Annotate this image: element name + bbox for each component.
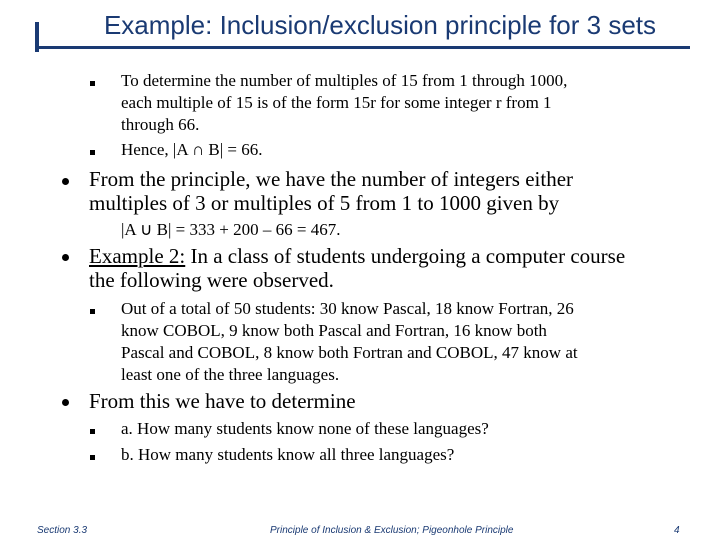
point-2-line-1-rest: In a class of students undergoing a computer course bbox=[185, 244, 626, 268]
sub-item-3-line-3: Pascal and COBOL, 8 know both Fortran and COBOL, 47 know at bbox=[121, 343, 578, 362]
square-bullet-icon bbox=[90, 429, 95, 434]
square-bullet-icon bbox=[90, 81, 95, 86]
footer-title: Principle of Inclusion & Exclusion; Pigeonhole Principle bbox=[270, 525, 514, 536]
point-1 bbox=[89, 167, 573, 215]
example-label: Example 2: bbox=[89, 244, 186, 268]
footer-section: Section 3.3 bbox=[37, 525, 88, 536]
formula: |A ∪ B| = 333 + 200 – 66 = 467. bbox=[121, 220, 341, 239]
point-2-line-2: the following were observed. bbox=[89, 268, 334, 292]
sub-item-3-line-2: know COBOL, 9 know both Pascal and Fortran, 16 know both bbox=[121, 321, 547, 340]
sub-item-2: Hence, |A ∩ B| = 66. bbox=[121, 140, 263, 159]
sub-item-1 bbox=[121, 70, 567, 136]
sub-item-1-line-3: through 66. bbox=[121, 115, 200, 134]
square-bullet-icon bbox=[90, 455, 95, 460]
round-bullet-icon bbox=[62, 399, 69, 406]
sub-item-1-line-1: To determine the number of multiples of 15 from 1 through 1000, bbox=[121, 71, 568, 90]
point-3: From this we have to determine bbox=[89, 389, 356, 413]
square-bullet-icon bbox=[90, 150, 95, 155]
question-b: b. How many students know all three languages? bbox=[121, 445, 455, 464]
sub-item-3-line-4: least one of the three languages. bbox=[121, 365, 340, 384]
question-a: a. How many students know none of these languages? bbox=[121, 419, 489, 438]
point-2-line-1 bbox=[89, 244, 625, 268]
square-bullet-icon bbox=[90, 309, 95, 314]
slide-title: Example: Inclusion/exclusion principle for 3 sets bbox=[103, 10, 657, 40]
point-1-line-2: multiples of 3 or multiples of 5 from 1 to 1000 given by bbox=[89, 191, 560, 215]
round-bullet-icon bbox=[62, 178, 69, 185]
sub-item-3-line-1: Out of a total of 50 students: 30 know Pascal, 18 know Fortran, 26 bbox=[121, 299, 574, 318]
title-underline bbox=[35, 46, 690, 49]
round-bullet-icon bbox=[62, 254, 69, 261]
page-number: 4 bbox=[674, 525, 680, 536]
point-2 bbox=[89, 244, 625, 292]
sub-item-3 bbox=[121, 298, 578, 386]
point-1-line-1: From the principle, we have the number of integers either bbox=[89, 167, 574, 191]
sub-item-1-line-2: each multiple of 15 is of the form 15r for some integer r from 1 bbox=[121, 93, 552, 112]
